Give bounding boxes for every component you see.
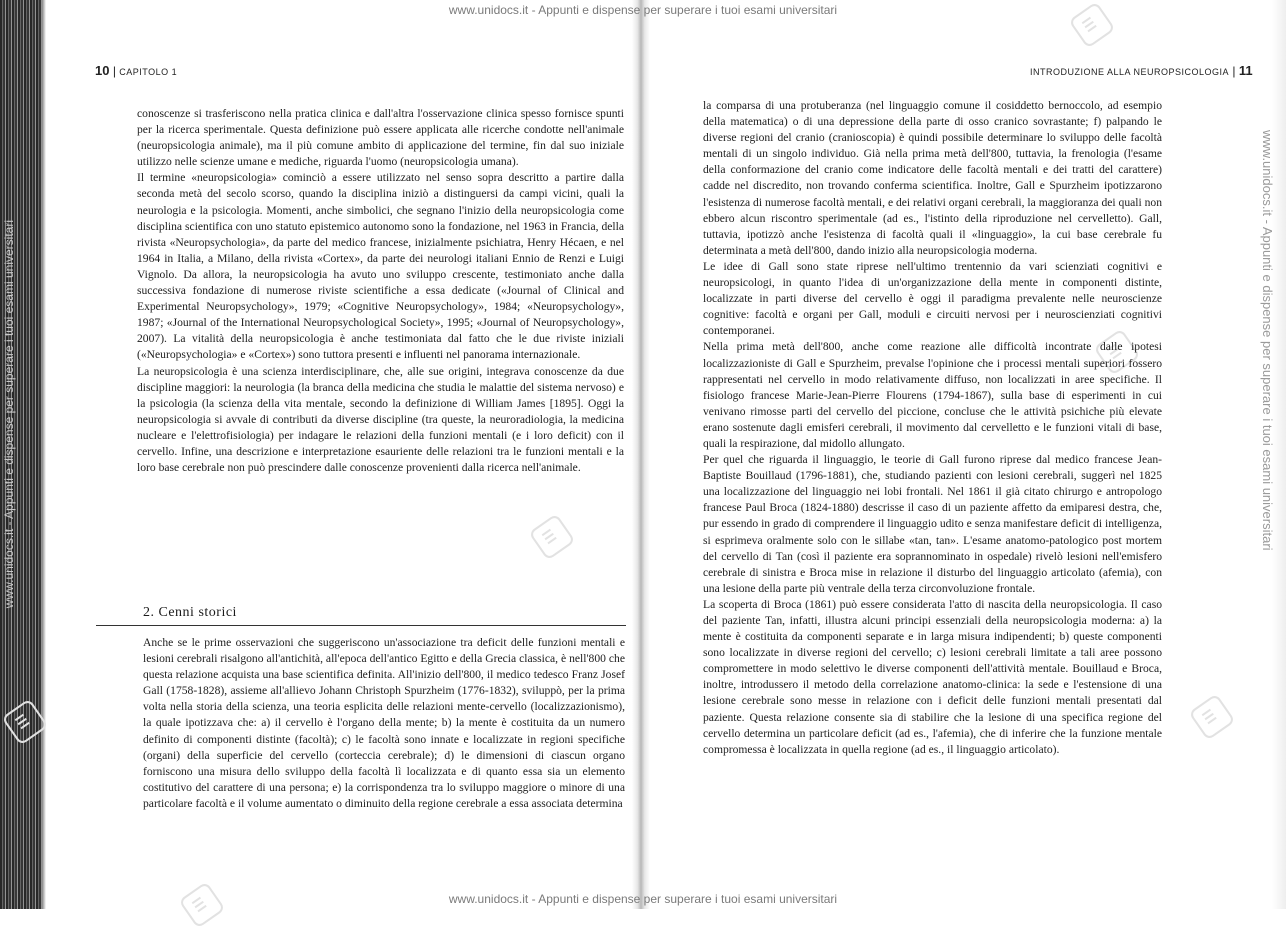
paragraph: Le idee di Gall sono state riprese nell'ultimo trentennio da vari scienziati cognitivi e neuropsicologi, in quanto l'idea di un'organizzazione della mente in componenti distinte, localizzate in parti diverse del cervello è oggi il paradigma prevalente nelle neuroscienze cognitive: facoltà e organi per Gall, moduli e circuiti nervosi per i neuroscienziati cognitivi contemporanei. — [703, 259, 1162, 338]
left-page-body — [137, 106, 624, 476]
page-number-right: 11 — [1238, 63, 1253, 78]
paragraph: Anche se le prime osservazioni che suggeriscono un'associazione tra deficit delle funzioni mentali e lesioni cerebrali risalgono all'antichità, all'epoca dell'antico Egitto e della Grecia classica, è nell'800 che questa relazione acquista una base scientifica definita. All'inizio dell'800, il medico tedesco Franz Josef Gall (1758-1828), assieme all'allievo Johann Christoph Spurzheim (1776-1832), sviluppò, per la prima volta nella storia della scienza, una teoria esplicita delle relazioni mente-cervello (localizzazionismo), la quale ipotizzava che: a) il cervello è l'organo della mente; b) la mente è costituita da un numero definito di componenti distinte (facoltà); c) le facoltà sono innate e localizzate in regioni specifiche (organi) della superficie del cervello (corteccia cerebrale); d) le dimensioni di ciascun organo forniscono una misura dello sviluppo della facoltà lì localizzata e di quanto essa sia un elemento costitutivo del carattere di una persona; e) la corrispondenza tra lo sviluppo maggiore o minore di una particolare facoltà e il volume aumentato o diminuito della regione cerebrale a essa associata determina — [143, 636, 625, 810]
paragraph: Per quel che riguarda il linguaggio, le teorie di Gall furono riprese dal medico francese Jean-Baptiste Bouillaud (1796-1881), che, studiando pazienti con lesioni cerebrali, suggerì nel 1825 una localizzazione del linguaggio nei lobi frontali. Nel 1861 il già citato chirurgo e antropologo francese Paul Broca (1824-1880) descrisse il caso di un paziente affetto da emiparesi destra, che, pur essendo in grado di comprendere il linguaggio udito e senza manifestare deficit di intelligenza, si esprimeva oralmente solo con le sillabe «tan, tan». L'esame anatomo-patologico post mortem del cervello di Tan (così il paziente era soprannominato in ospedale) rivelò lesioni nell'emisfero cerebrale di sinistra e Broca mise in relazione il disturbo del linguaggio articolato (afemia), con una lesione della parte più ventrale della terza circonvoluzione frontale. — [703, 453, 1162, 595]
watermark-logo-icon — [1188, 693, 1235, 740]
running-head-left: 10 | CAPITOLO 1 — [95, 63, 178, 78]
page-number-left: 10 — [95, 63, 110, 78]
paragraph: conoscenze si trasferiscono nella pratica clinica e dall'altra l'osservazione clinica spesso fornisce spunti per la ricerca sperimentale. Questa definizione può essere applicata alle ricerche condotte nell'animale (neuropsicologia animale), ma il più comune ambito di applicazione del termine, fin dal suo iniziale utilizzo nelle scienze umane e mediche, riguarda l'uomo (neuropsicologia umana). — [137, 107, 624, 169]
watermark-side-right: www.unidocs.it - Appunti e dispense per superare i tuoi esami universitari — [1260, 130, 1275, 551]
paragraph: la comparsa di una protuberanza (nel linguaggio comune il cosiddetto bernoccolo, ad esempio della matematica) o di una depressione della parte di osso cranico sovrastante; f) palpando le diverse regioni del cranio (cranioscopia) è quindi possibile determinare lo sviluppo delle facoltà mentali di un singolo individuo. Già nella prima metà dell'800, tuttavia, la frenologia (l'esame della conformazione del cranio come indicatore delle facoltà mentali e dei tratti del carattere) cadde nel discredito, non trovando conferma scientifica. Inoltre, Gall e Spurzheim ipotizzarono l'esistenza di numerose facoltà mentali, e dei relativi organi cerebrali, la maggioranza dei quali non ebbero alcun riscontro sperimentale (ad es., l'istinto della riproduzione nel cervelletto). Gall, tuttavia, ipotizzò anche l'esistenza di facoltà quali il «linguaggio», la cui base cerebrale fu determinata a metà dell'800, dando inizio alla neuropsicologia moderna. — [703, 99, 1163, 257]
watermark-bottom: www.unidocs.it - Appunti e dispense per superare i tuoi esami universitari — [448, 892, 838, 906]
watermark-logo-icon — [528, 513, 575, 560]
paragraph: Nella prima metà dell'800, anche come reazione alle difficoltà incontrate dalle ipotesi localizzazioniste di Gall e Spurzheim, prevalse l'opinione che i processi mentali superiori fossero rappresentati nel cervello in modo relativamente diffuso, non localizzati in aree specifiche. Il fisiologo francese Marie-Jean-Pierre Flourens (1794-1867), sulla base di esperimenti in cui venivano rimosse parti del cervello del piccione, concluse che le attività psichiche più elevate erano sostenute dagli emisferi cerebrali, il movimento dal cervelletto e le funzioni vitali di base, quali la respirazione, dal midollo allungato. — [703, 340, 1162, 450]
chapter-label-left: CAPITOLO 1 — [119, 67, 178, 77]
paragraph: La neuropsicologia è una scienza interdisciplinare, che, alle sue origini, integrava conoscenze da due discipline maggiori: la neurologia (la branca della medicina che studia le malattie del sistema nervoso) e la psicologia (la scienza della vita mentale, secondo la definizione di William James [1895]. Oggi la neuropsicologia si avvale di contributi da diverse discipline (tra queste, la neuroradiologia, la medicina nucleare e l'elettrofisiologia) per indagare le relazioni della funzioni mentali (e i loro deficit) con il cervello. Infine, una descrizione e interpretazione esauriente delle relazioni tra le funzioni mentali e la loro base cerebrale non può prescindere dalle conoscenze provenienti dalla ricerca nell'animale. — [137, 364, 624, 475]
watermark-top: www.unidocs.it - Appunti e dispense per superare i tuoi esami universitari — [448, 3, 838, 17]
chapter-label-right: INTRODUZIONE ALLA NEUROPSICOLOGIA — [1030, 67, 1230, 77]
left-page-section-body — [143, 635, 625, 812]
paragraph: La scoperta di Broca (1861) può essere considerata l'atto di nascita della neuropsicologia. Il caso del paziente Tan, infatti, illustra alcuni principi essenziali della neuropsicologia moderna: a) la mente è costituita da componenti separate e in larga misura indipendenti; b) queste componenti sono localizzate in diverse regioni del cervello; c) lesioni cerebrali limitate a tali aree possono compromettere in modo selettivo le diverse componenti dell'attività mentale. Bouillaud e Broca, inoltre, introdussero il metodo della correlazione anatomo-clinica: la sede e l'estensione di una lesione cerebrale sono messe in relazione con i deficit delle funzioni mentali presentati dal paziente. Questa relazione consente sia di stabilire che la lesione di una specifica regione del cervello determina un particolare deficit (ad es., l'afemia), che di inferire che la funzione mentale compromessa è localizzata in quella regione (ad es., il linguaggio articolato). — [703, 597, 1162, 756]
section-title: 2. Cenni storici — [143, 605, 237, 620]
book-spine-shadow — [632, 0, 650, 909]
running-head-right: INTRODUZIONE ALLA NEUROPSICOLOGIA | 11 — [1030, 63, 1253, 78]
paragraph: Il termine «neuropsicologia» cominciò a essere utilizzato nel senso sopra descritto a partire dalla seconda metà del secolo scorso, quando la disciplina iniziò a distinguersi da campi vicini, quali la neurologia e la psicologia. Momenti, anche simbolici, che segnano l'inizio della neuropsicologia come disciplina scientifica con uno statuto epistemico autonomo sono la fondazione, nel 1963 in Francia, della rivista «Neuropsychologia», da parte del medico francese, inizialmente psichiatra, Henry Hécaen, e nel 1964 in Italia, a Milano, della rivista «Cortex», da parte dei neurologi italiani Ennio de Renzi e Luigi Vignolo. Da allora, la neuropsicologia ha avuto uno sviluppo crescente, testimoniato anche dalla successiva fondazione di numerose riviste scientifiche a essa dedicate («Journal of Clinical and Experimental Neuropsychology», 1979; «Cognitive Neuropsychology», 1984; «Neuropsychology», 1987; «Journal of the International Neuropsychological Society», 1995; «Journal of Neuropsychology», 2007). La vitalità della neuropsicologia è anche testimoniata dal fatto che le due riviste iniziali («Neuropsychologia» e «Cortex») sono tuttora presenti e influenti nel panorama internazionale. — [137, 171, 624, 362]
watermark-logo-icon — [178, 881, 225, 928]
right-page-body — [703, 98, 1162, 758]
watermark-side-left: www.unidocs.it - Appunti e dispense per superare i tuoi esami universitari — [2, 220, 16, 609]
section-divider — [96, 625, 626, 626]
